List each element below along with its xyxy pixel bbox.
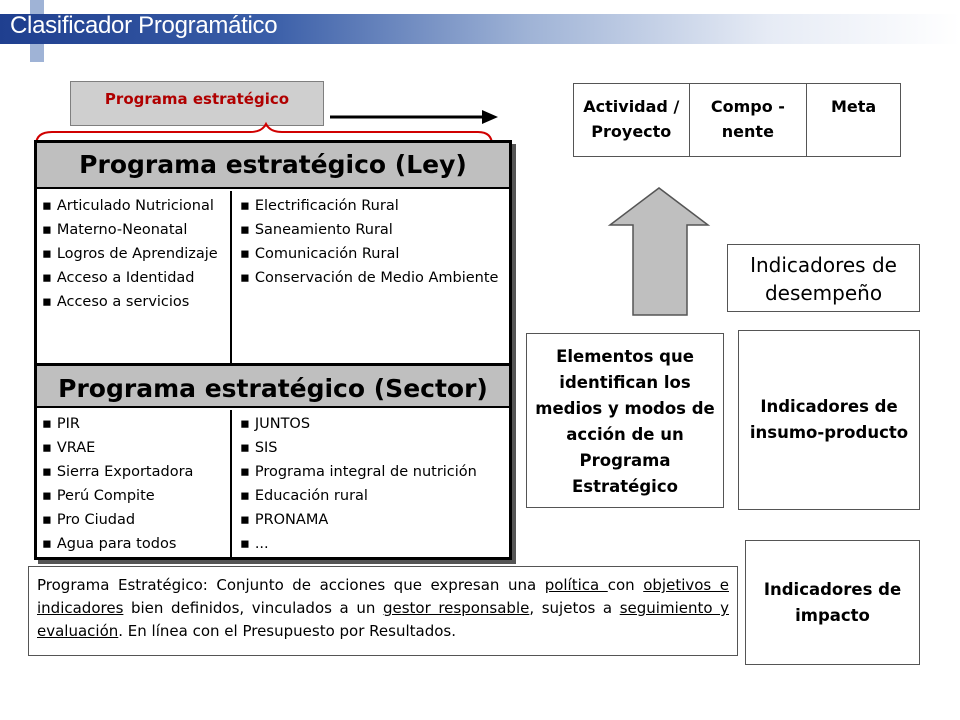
- definition-text: . En línea con el Presupuesto por Resultados.: [118, 622, 456, 640]
- ley-left-list: [42, 194, 228, 314]
- list-item: ▪ Educación rural: [240, 484, 506, 508]
- sector-heading: Programa estratégico (Sector): [37, 363, 509, 408]
- programa-header-box: Programa estratégico: [70, 81, 324, 126]
- list-item: ▪ Acceso a Identidad: [42, 266, 228, 290]
- activity-table: [573, 83, 901, 157]
- indicadores-insumo-box: [738, 330, 920, 510]
- definition-box: [28, 566, 738, 656]
- table-header-componente: Compo - nente: [690, 84, 808, 156]
- up-arrow: [610, 188, 708, 315]
- list-item: ▪ PRONAMA: [240, 508, 506, 532]
- list-item: ▪ Acceso a servicios: [42, 290, 228, 314]
- list-item: ▪ Perú Compite: [42, 484, 228, 508]
- list-item: ▪ Logros de Aprendizaje: [42, 242, 228, 266]
- list-item: ▪ Conservación de Medio Ambiente: [240, 266, 506, 290]
- table-header-meta: Meta: [830, 97, 877, 116]
- right-arrow: [330, 110, 498, 124]
- list-item: ▪ Sierra Exportadora: [42, 460, 228, 484]
- definition-text: , sujetos a: [529, 599, 620, 617]
- indicadores-impacto-label: Indicadores de impacto: [763, 579, 902, 625]
- list-item: ▪ Articulado Nutricional: [42, 194, 228, 218]
- list-item: ▪ Saneamiento Rural: [240, 218, 506, 242]
- definition-text: bien definidos, vinculados a un: [123, 599, 383, 617]
- definition-term: gestor responsable: [382, 599, 530, 617]
- definition-term: política: [544, 576, 608, 594]
- list-item: ▪ Electrificación Rural: [240, 194, 506, 218]
- list-item: ▪ Comunicación Rural: [240, 242, 506, 266]
- definition-term: seguimiento y evaluación: [37, 599, 730, 640]
- sector-left-list: [42, 412, 228, 556]
- indicadores-impacto-box: [745, 540, 920, 665]
- ley-divider: [230, 191, 232, 363]
- sector-right-list: [240, 412, 506, 556]
- list-item: ▪ JUNTOS: [240, 412, 506, 436]
- indicadores-insumo-label: Indicadores de insumo-producto: [749, 397, 909, 442]
- ley-right-list: [240, 194, 506, 290]
- list-item: ▪ ...: [240, 532, 506, 556]
- list-item: ▪ Programa integral de nutrición: [240, 460, 506, 484]
- table-header-actividad: Actividad / Proyecto: [574, 84, 690, 156]
- list-item: ▪ Pro Ciudad: [42, 508, 228, 532]
- ley-heading: Programa estratégico (Ley): [37, 143, 509, 189]
- slide-title: Clasificador Programático: [10, 12, 278, 39]
- list-item: ▪ VRAE: [42, 436, 228, 460]
- list-item: ▪ SIS: [240, 436, 506, 460]
- list-item: ▪ PIR: [42, 412, 228, 436]
- sector-divider: [230, 410, 232, 560]
- definition-term: objetivos e indicadores: [37, 576, 729, 617]
- list-item: ▪ Agua para todos: [42, 532, 228, 556]
- elementos-box: Elementos que identifican los medios y modos de acción de un Programa Estratégico: [526, 333, 724, 508]
- definition-text: Programa Estratégico: Conjunto de acciones que expresan una: [37, 576, 545, 594]
- list-item: ▪ Materno-Neonatal: [42, 218, 228, 242]
- indicadores-desempeno-box: Indicadores de desempeño: [727, 244, 920, 312]
- definition-text: con: [607, 576, 644, 594]
